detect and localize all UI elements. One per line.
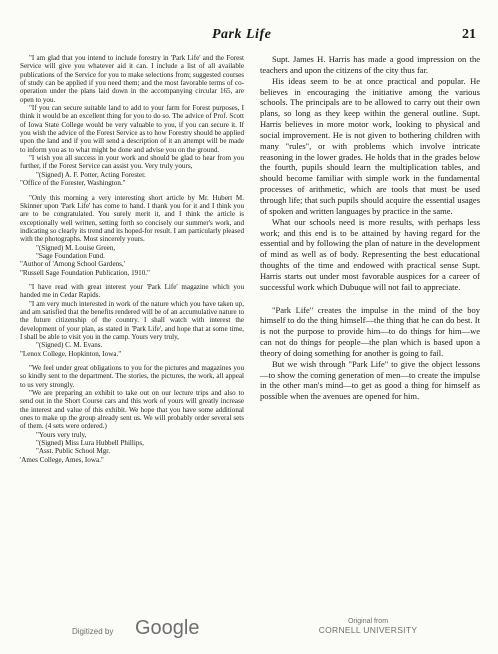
signature-line: "Sage Foundation Fund. <box>36 251 105 260</box>
paragraph: But we wish through "Park Life" to give the object lessons—to show the coming generation of men—to create the impulse in the other man's mind—to get as good a thing for himself as possible when the avenues are opened for him. <box>260 358 480 402</box>
paragraph: "Park Life" creates the impulse in the mind of the boy himself to do the thing himself—the thing that he can do best. It is not the purpose to provide him—to do things for him—we can not do things for people—the plan which is based upon a theory of doing something for another is going to fail. <box>260 304 480 358</box>
original-from-label: Original from <box>347 618 389 625</box>
signature-line: "(Signed) M. Louise Green, <box>36 243 116 252</box>
paragraph: "I have read with great interest your 'Park Life' magazine which you handed me in Cedar Rapids. <box>20 282 244 300</box>
google-logo: Google <box>135 617 200 639</box>
paragraph: "If you can secure suitable land to add to your farm for Forest purposes, I think it would be an excellent thing for you to do so. The advice of Prof. Scott of Iowa State College would be very valuable to you, if you can secure it. If you wish the advice of the Forest Service as to how Forestry should be applied upon the land and if you will send a description of it an attempt will be made to inform you as to what might be done and advise you on the ground. <box>20 104 244 154</box>
paragraph: "Only this morning a very interesting short article by Mr. Hubert M. Skinner upon 'Park Life' has come to hand. I thank you for it and I think you are to be congratulated. You surely merit it, and I think the article is exceptionally well written, setting forth so concisely our summer's work, and indicating so clearly its trend and its hoped-for result. I am particularly pleased with the photographs. Most sincerely yours. <box>20 193 244 244</box>
paragraph: "I wish you all success in your work and should be glad to hear from you further, if the Forest Service can assist you. Very truly yours, <box>20 154 244 171</box>
signature-line: "Yours very truly, <box>36 430 87 439</box>
digitized-by-label: Digitized by <box>72 627 114 636</box>
paragraph: "We feel under great obligations to you for the pictures and magazines you so kindly sent to the department. The stories, the pictures, the work, all appeal to us very strongly. <box>20 364 244 389</box>
scan-footer <box>0 606 498 646</box>
affiliation-line: 'Ames College, Ames, Iowa." <box>20 455 104 464</box>
paragraph: "I am glad that you intend to include forestry in 'Park Life' and the Forest Service will give you whatever aid it can. I include a list of all available publications of the Service for you to make selections from; suggested courses of study can be applied if you need them; and the most favorable terms of co-operation under the plans laid down in the accompanying circular 165, are open to you. <box>20 54 244 104</box>
affiliation-line: "Office of the Forester, Washington." <box>20 179 126 188</box>
signature-line: "Asst. Public School Mgr. <box>36 447 111 456</box>
paragraph: Supt. James H. Harris has made a good impression on the teachers and upon the citizens of the city thus far. <box>260 54 480 75</box>
signature-line: "(Signed) C. M. Evans. <box>36 341 103 350</box>
signature-line: "(Signed) Miss Lura Hubbell Phillips, <box>36 439 144 448</box>
page-header <box>0 27 498 45</box>
paragraph: "We are preparing an exhibit to take out on our lecture trips and also to send out in the Short Course cars and this work of yours will greatly increase the interest and value of this exhibit. We hope that you have some additional ones to make up the group already sent us. We will probably order several sets of them. (4 sets were ordered.) <box>20 389 244 431</box>
paragraph: His ideas seem to be at once practical and popular. He believes in encouraging the initiative among the various schools. The principals are to be allowed to carry out their own plans, so long as they keep within the general outline. Supt. Harris believes in more motor work, looking to physical and social improvement. He is not given to bothering children with many "rules", or with problems which involve intricate reasoning in the lower grades. He holds that in the grades below the fourth, pupils should learn the multiplication tables, and should become familiar with simple work in the fundamental processes of arithmetic, which are tools that must be used through life; that such pupils should acquire the essential usages of spoken and written languages by practice in the same. <box>260 75 480 216</box>
paragraph: "I am very much interested in work of the nature which you have taken up, and am satisfied that the benefits rendered will be of an accumulative nature to the future citizenship of the country. I shall watch with interest the development of your plan, as stated in 'Park Life', and hope that at some time, I shall be able to visit you in the camp. Yours very truly, <box>20 299 244 341</box>
running-title: Park Life <box>212 27 272 42</box>
page-number: 21 <box>462 27 476 42</box>
original-source <box>313 617 423 635</box>
cornell-university-label: CORNELL UNIVERSITY <box>318 625 418 635</box>
signature-line: "(Signed) A. F. Potter, Acting Forester. <box>36 170 146 179</box>
right-column <box>260 54 480 402</box>
left-column <box>20 54 244 464</box>
paragraph: What our schools need is more results, with perhaps less work; and this end is to be attained by having regard for the essential and by following the plan of nature in the development of mind as well as of body. Representing the best educational thoughts of the time and endowed with practical sense Supt. Harris starts out under most favorable auspices for a career of successful work which Dubuque will not fail to appreciate. <box>260 216 480 292</box>
affiliation-line: "Russell Sage Foundation Publication, 1910." <box>20 268 150 277</box>
affiliation-line: "Author of 'Among School Gardens,' <box>20 260 125 269</box>
affiliation-line: "Lenox College, Hopkinton, Iowa." <box>20 349 122 358</box>
